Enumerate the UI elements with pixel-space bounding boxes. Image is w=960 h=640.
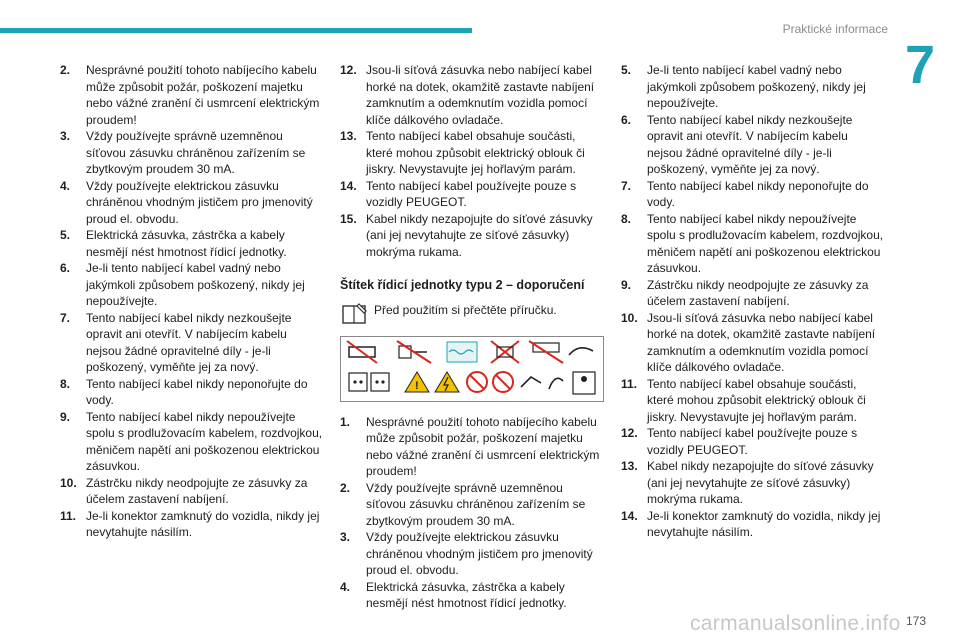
list-item: 2. Nesprávné použití tohoto nabíjecího kabelu může způsobit požár, poškození majetku nebo vážné zranění či usmrcení elektrickým proudem! xyxy=(60,63,320,127)
numbered-list xyxy=(60,62,325,541)
warning-triangle-icon xyxy=(405,372,429,392)
list-item: 11. Tento nabíjecí kabel obsahuje součásti, které mohou způsobit elektrický oblouk či jiskry. Nevystavujte jej hořlavým parám. xyxy=(621,376,866,424)
watermark: carmanualsonline.info xyxy=(690,612,901,635)
list-item: 6. Tento nabíjecí kabel nikdy nezkoušejte opravit ani otevřít. V nabíjecím kabelu nejsou žádné opravitelné díly - je-li poškozený, vyměňte jej za nový. xyxy=(621,112,853,176)
child-safety-icon xyxy=(573,372,595,394)
list-item: 8. Tento nabíjecí kabel nikdy neponořujte do vody. xyxy=(60,376,308,407)
section-title: Štítek řídicí jednotky typu 2 – doporučení xyxy=(340,278,585,292)
read-manual-icon xyxy=(340,302,370,326)
list-item: 13. Tento nabíjecí kabel obsahuje součásti, které mohou způsobit elektrický oblouk či jiskry. Nevystavujte jej hořlavým parám. xyxy=(340,129,585,176)
list-item: 3. Vždy používejte elektrickou zásuvku chráněnou vhodným jističem pro jmenovitý proud el. obvodu. xyxy=(340,530,593,577)
list-item: 15. Kabel nikdy nezapojujte do síťové zásuvky (ani jej nevytahujte ze síťové zásuvky) mokrýma rukama. xyxy=(340,211,593,259)
list-item: 10. Zástrčku nikdy neodpojujte ze zásuvky za účelem zastavení nabíjení. xyxy=(60,475,308,506)
numbered-list-2 xyxy=(340,414,605,612)
no-dryer-icon xyxy=(493,372,513,392)
no-water-immersion-icon xyxy=(447,342,477,362)
list-item: 12. Jsou-li síťová zásuvka nebo nabíjecí kabel horké na dotek, okamžitě zastavte nabíjení zamknutím a odemknutím vozidla pomocí klíče dálkového ovladače. xyxy=(340,63,595,127)
list-item: 6. Je-li tento nabíjecí kabel vadný nebo jakýmkoli způsobem poškozený, nikdy jej nepoužívejte. xyxy=(60,261,305,308)
note-text: Před použitím si přečtěte příručku. xyxy=(374,302,557,317)
cable-icon xyxy=(569,347,593,354)
list-item: 9. Tento nabíjecí kabel nikdy nepoužívejte spolu s prodlužovacím kabelem, rozdvojkou, měničem napětí ani poškozenou elektrickou zásuvkou. xyxy=(60,409,323,473)
no-flame-icon xyxy=(467,372,487,392)
list-item: 11. Je-li konektor zamknutý do vozidla, nikdy jej nevytahujte násilím. xyxy=(60,508,320,539)
list-item: 10. Jsou-li síťová zásuvka nebo nabíjecí kabel horké na dotek, okamžitě zastavte nabíjení zamknutím a odemknutím vozidla pomocí klíče dálkového ovladače. xyxy=(621,310,876,374)
list-item: 7. Tento nabíjecí kabel nikdy nezkoušejte opravit ani otevřít. V nabíjecím kabelu nejsou žádné opravitelné díly - je-li poškozený, vyměňte jej za nový. xyxy=(60,310,292,374)
page-number: 173 xyxy=(905,614,926,628)
no-open-icon xyxy=(491,341,519,363)
list-item: 13. Kabel nikdy nezapojujte do síťové zásuvky (ani jej nevytahujte ze síťové zásuvky) mokrýma rukama. xyxy=(621,459,874,506)
list-item: 2. Vždy používejte správně uzemněnou síťovou zásuvku chráněnou zařízením se zbytkovým proudem 30 mA. xyxy=(340,480,586,528)
warning-pictograms xyxy=(341,337,603,401)
column-1 xyxy=(60,62,325,541)
no-adapter-icon xyxy=(397,341,431,363)
list-item: 5. Je-li tento nabíjecí kabel vadný nebo jakýmkoli způsobem poškozený, nikdy jej nepoužívejte. xyxy=(621,63,866,110)
list-item: 1. Nesprávné použití tohoto nabíjecího kabelu může způsobit požár, poškození majetku nebo vážné zranění či usmrcení elektrickým proudem! xyxy=(340,414,600,478)
grounded-socket-icon xyxy=(349,373,389,391)
hand-icon xyxy=(549,378,563,389)
list-item: 14. Tento nabíjecí kabel používejte pouze s vozidly PEUGEOT. xyxy=(340,178,577,209)
control-unit-label xyxy=(340,336,604,402)
list-item: 12. Tento nabíjecí kabel používejte pouze s vozidly PEUGEOT. xyxy=(621,426,858,457)
list-item: 8. Tento nabíjecí kabel nikdy nepoužívejte spolu s prodlužovacím kabelem, rozdvojkou, měničem napětí ani poškozenou elektrickou zásuvkou. xyxy=(621,211,884,275)
column-2 xyxy=(340,62,605,612)
no-wet-hands-icon xyxy=(521,377,541,387)
no-unplug-while-charging-icon xyxy=(529,341,563,363)
list-item: 5. Elektrická zásuvka, zástrčka a kabely nesmějí nést hmotnost řídicí jednotky. xyxy=(60,228,287,259)
list-item: 3. Vždy používejte správně uzemněnou síťovou zásuvku chráněnou zařízením se zbytkovým proudem 30 mA. xyxy=(60,129,306,176)
list-item: 9. Zástrčku nikdy neodpojujte ze zásuvky za účelem zastavení nabíjení. xyxy=(621,277,869,308)
svg-text:!: ! xyxy=(415,379,419,392)
list-item: 4. Elektrická zásuvka, zástrčka a kabely nesmějí nést hmotnost řídicí jednotky. xyxy=(340,579,567,610)
header-accent-bar xyxy=(0,28,472,33)
no-extension-cord-icon xyxy=(347,341,377,363)
list-item: 7. Tento nabíjecí kabel nikdy neponořujte do vody. xyxy=(621,178,869,209)
list-item: 4. Vždy používejte elektrickou zásuvku chráněnou vhodným jističem pro jmenovitý proud el. obvodu. xyxy=(60,178,313,226)
header-title: Praktické informace xyxy=(782,22,888,36)
numbered-list xyxy=(621,62,886,541)
column-3 xyxy=(621,62,886,541)
list-item: 14. Je-li konektor zamknutý do vozidla, nikdy jej nevytahujte násilím. xyxy=(621,508,881,539)
chapter-number: 7 xyxy=(905,35,936,95)
manual-note xyxy=(340,302,605,326)
numbered-list xyxy=(340,62,605,260)
electric-hazard-icon xyxy=(435,372,459,392)
